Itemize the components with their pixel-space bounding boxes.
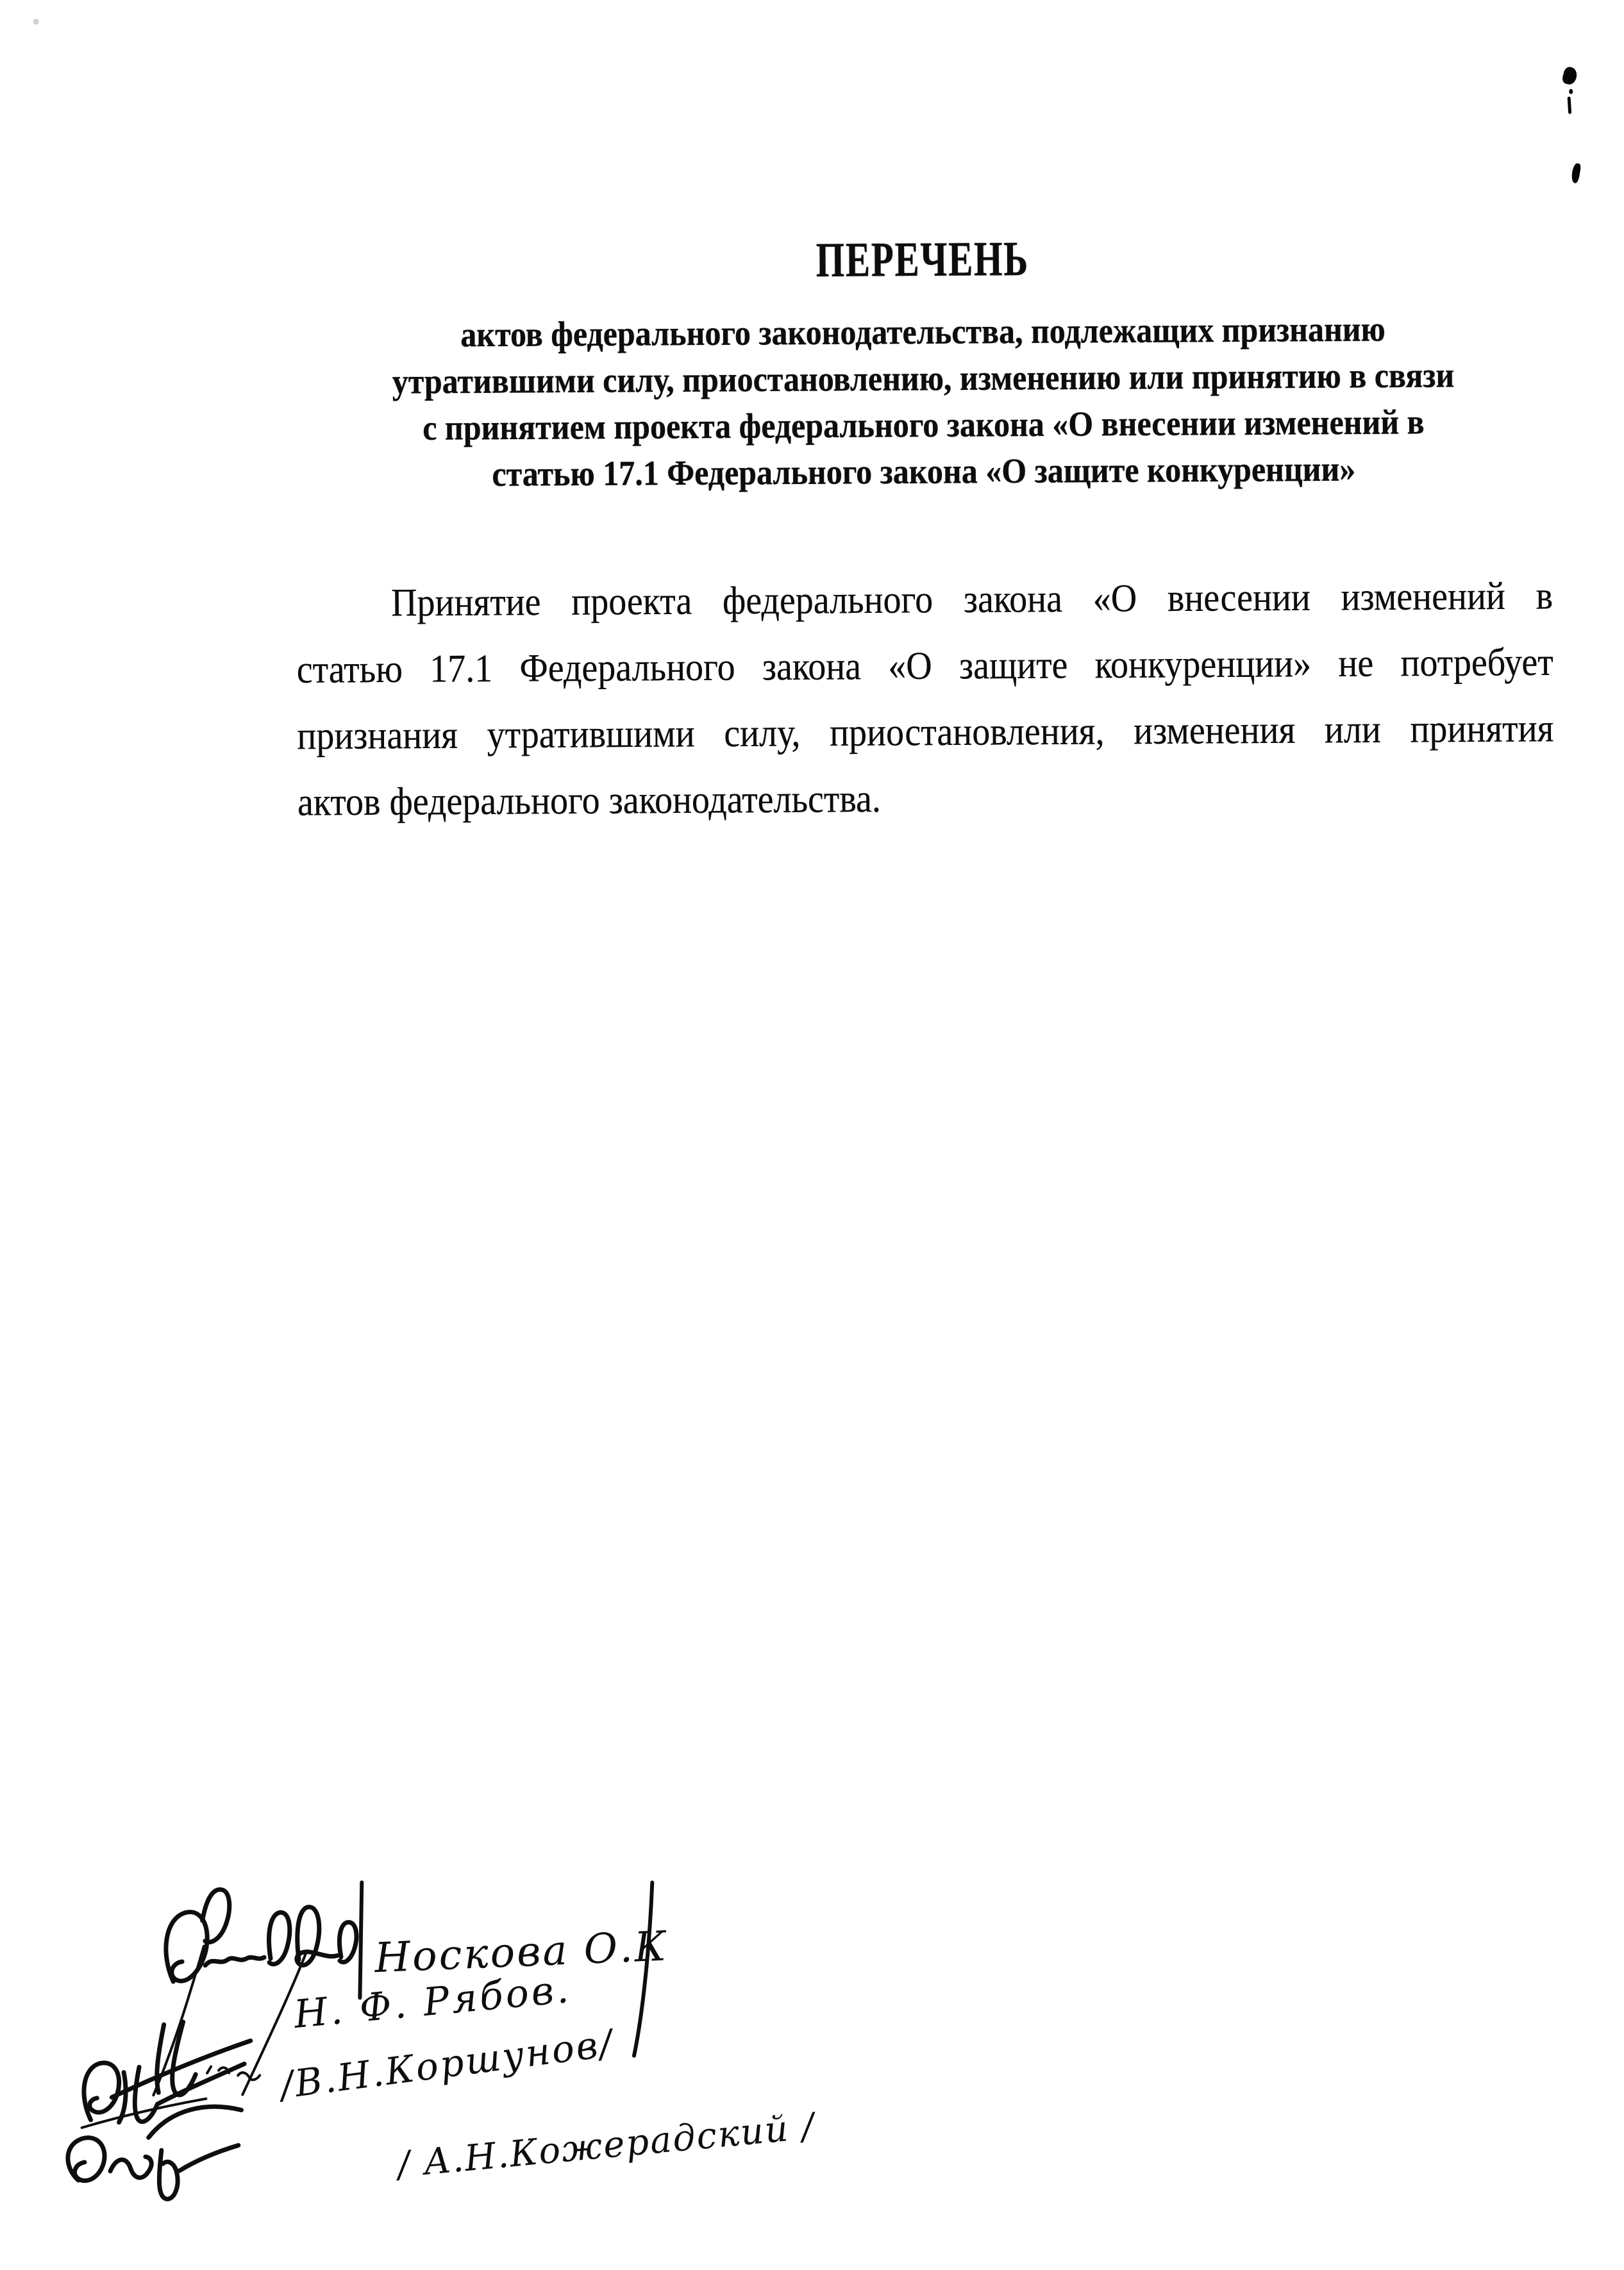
subtitle-line: с принятием проекта федерального закона «О внесении изменений в [423, 401, 1425, 447]
handwritten-name: /В.Н.Коршунов/ [278, 2021, 617, 2107]
signature-scrawl [205, 1957, 264, 1965]
handwritten-name: Н. Ф. Рябов. [292, 1966, 573, 2037]
document-title: ПЕРЕЧЕНЬ [816, 231, 1030, 287]
body-line: Принятие проекта федерального закона «О внесении изменений в [390, 574, 1553, 625]
document-subtitle [294, 305, 1552, 498]
signature-scrawl [180, 2146, 239, 2171]
signature-scrawl [172, 2022, 196, 2095]
signature-scrawl [148, 2107, 241, 2137]
handwritten-name: Носкова О.К [373, 1923, 669, 1983]
signature-scrawl [156, 2024, 164, 2092]
ink-blob-mark [1561, 66, 1578, 86]
signature-scrawl [68, 2138, 105, 2181]
signature-scrawl [84, 2063, 119, 2120]
dust-speck [33, 19, 39, 24]
subtitle-line: утратившими силу, приостановлению, изменению или принятию в связи [392, 355, 1455, 401]
signature-scrawl [159, 2150, 178, 2199]
subtitle-line: статью 17.1 Федерального закона «О защите конкуренции» [492, 449, 1356, 494]
body-paragraph [296, 563, 1554, 836]
signature-scrawl [269, 1912, 290, 1964]
ink-dash-mark [1568, 97, 1572, 114]
subtitle-line: актов федерального законодательства, подлежащих признанию [460, 309, 1385, 355]
body-line: актов федерального законодательства. [297, 777, 882, 824]
body-line: статью 17.1 Федерального закона «О защите конкуренции» не потребует [296, 640, 1553, 692]
signature-block [44, 1846, 970, 2223]
ink-dot-mark [1569, 89, 1573, 94]
signature-divider-bar [359, 1882, 362, 1998]
signature-scrawl [296, 1907, 337, 1965]
signature-scrawl [339, 1922, 356, 1962]
handwritten-name: / А.Н.Кожерадский / [396, 2105, 817, 2186]
signature-scrawl [135, 2064, 245, 2121]
ink-comma-mark [1571, 163, 1582, 184]
signature-scrawl [110, 2157, 151, 2178]
body-line: признания утратившими силу, приостановления, изменения или принятия [297, 706, 1554, 758]
